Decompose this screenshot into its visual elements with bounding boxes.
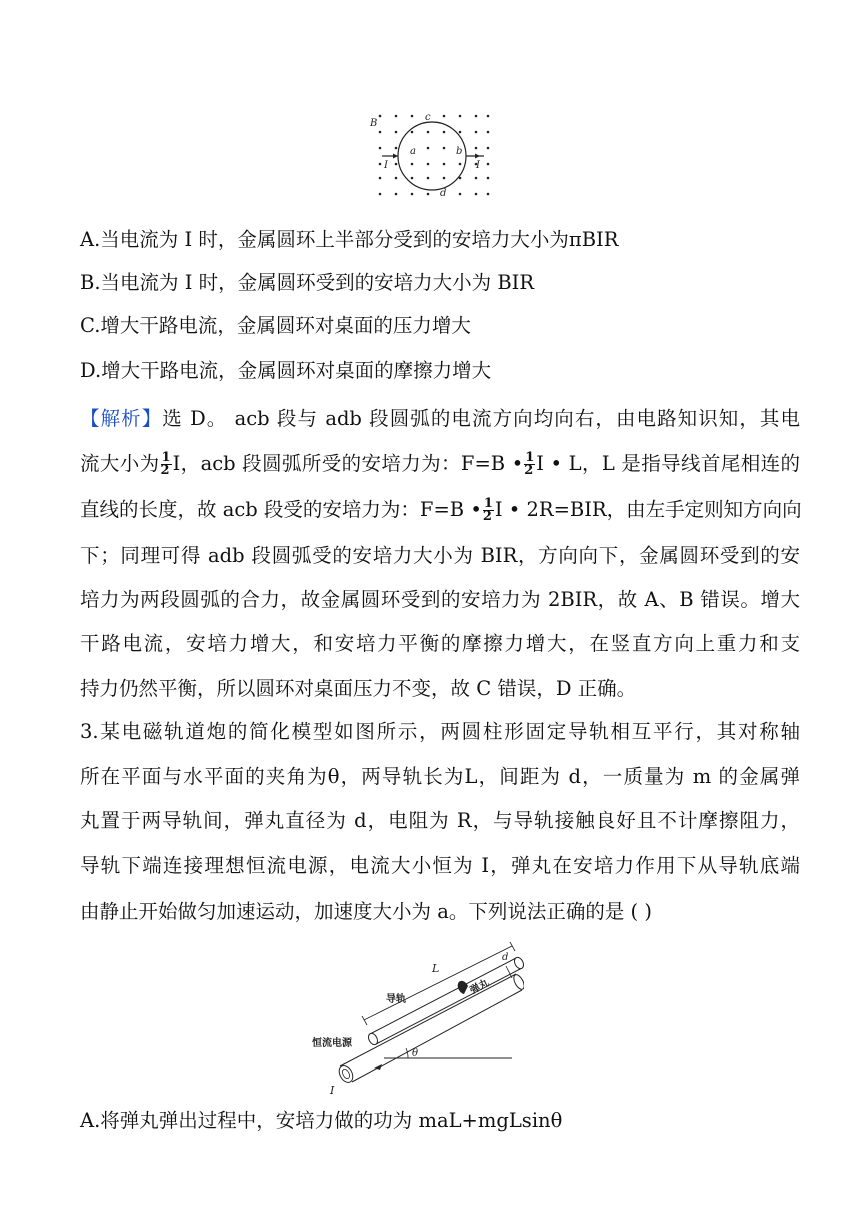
analysis-line-3: 直线的长度，故 acb 段受的安培力为：F=B • $\frac{1}{2}$ I • 2R=BIR，由左手定则知方向向 (80, 496, 802, 524)
question3-line-3: 丸置于两导轨间，弹丸直径为 d，电阻为 R，与导轨接触良好且不计摩擦阻力， (80, 809, 800, 832)
label-I: I (330, 1084, 335, 1096)
label-rail: 导轨 (386, 994, 406, 1005)
analysis-line-1: 【解析】选 D。 acb 段与 adb 段圆弧的电流方向均向右，由电路知识知，其电 (80, 407, 800, 430)
label-d: d (440, 188, 447, 199)
analysis-line-6: 干路电流，安培力增大，和安培力平衡的摩擦力增大，在竖直方向上重力和支 (80, 632, 800, 655)
label-I-right: I (476, 160, 480, 171)
q3-option-a: A.将弹丸弹出过程中，安培力做的功为 maL+mgLsinθ (80, 1109, 563, 1132)
ring-field-figure (368, 108, 492, 204)
label-theta: θ (412, 1048, 419, 1059)
analysis-line-7: 持力仍然平衡，所以圆环对桌面压力不变，故 C 错误，D 正确。 (80, 677, 637, 700)
analysis-line-2: 流大小为 $\frac{1}{2}$ I，acb 段圆弧所受的安培力为：F=B • $\frac{1}{2}$ I • L，L 是指导线首尾相连的 (80, 450, 800, 478)
option-a: A.当电流为 I 时，金属圆环上半部分受到的安培力大小为πBIR (80, 228, 619, 251)
option-d: D.增大干路电流，金属圆环对桌面的摩擦力增大 (80, 359, 492, 382)
arrow-right (475, 154, 480, 159)
label-a: a (410, 146, 416, 157)
label-pellet: 弹丸 (468, 977, 492, 997)
fraction-half: $\frac{1}{2}$ (482, 496, 493, 524)
fraction-half: $\frac{1}{2}$ (524, 450, 535, 478)
rail-front (336, 973, 524, 1085)
label-L: L (432, 962, 440, 975)
dimension-L (364, 946, 512, 1020)
option-c: C.增大干路电流，金属圆环对桌面的压力增大 (80, 314, 471, 337)
label-B: B (370, 118, 378, 129)
option-b: B.当电流为 I 时，金属圆环受到的安培力大小为 BIR (80, 271, 535, 294)
label-d: d (502, 952, 509, 963)
label-c: c (425, 112, 431, 123)
railgun-figure (312, 938, 524, 1096)
analysis-line-4: 下；同理可得 adb 段圆弧受的安培力大小为 BIR，方向向下，金属圆环受到的安 (80, 544, 800, 567)
label-I-left: I (384, 160, 388, 171)
question3-line-5: 由静止开始做匀加速运动，加速度大小为 a。下列说法正确的是 ( ) (80, 900, 652, 923)
label-source: 恒流电源 (312, 1038, 352, 1049)
question3-line-2: 所在平面与水平面的夹角为θ，两导轨长为L，间距为 d，一质量为 m 的金属弹 (80, 765, 800, 788)
question3-line-1: 3.某电磁轨道炮的简化模型如图所示，两圆柱形固定导轨相互平行，其对称轴 (80, 720, 800, 743)
question3-line-4: 导轨下端连接理想恒流电源，电流大小恒为 I，弹丸在安培力作用下从导轨底端 (80, 854, 800, 877)
pellet (458, 981, 468, 994)
label-b: b (456, 146, 463, 157)
analysis-line-5: 培力为两段圆弧的合力，故金属圆环受到的安培力为 2BIR，故 A、B 错误。增大 (80, 588, 800, 611)
arrow-left (393, 154, 398, 159)
analysis-tag: 【解析】 (80, 407, 163, 430)
fraction-half: $\frac{1}{2}$ (160, 450, 171, 478)
